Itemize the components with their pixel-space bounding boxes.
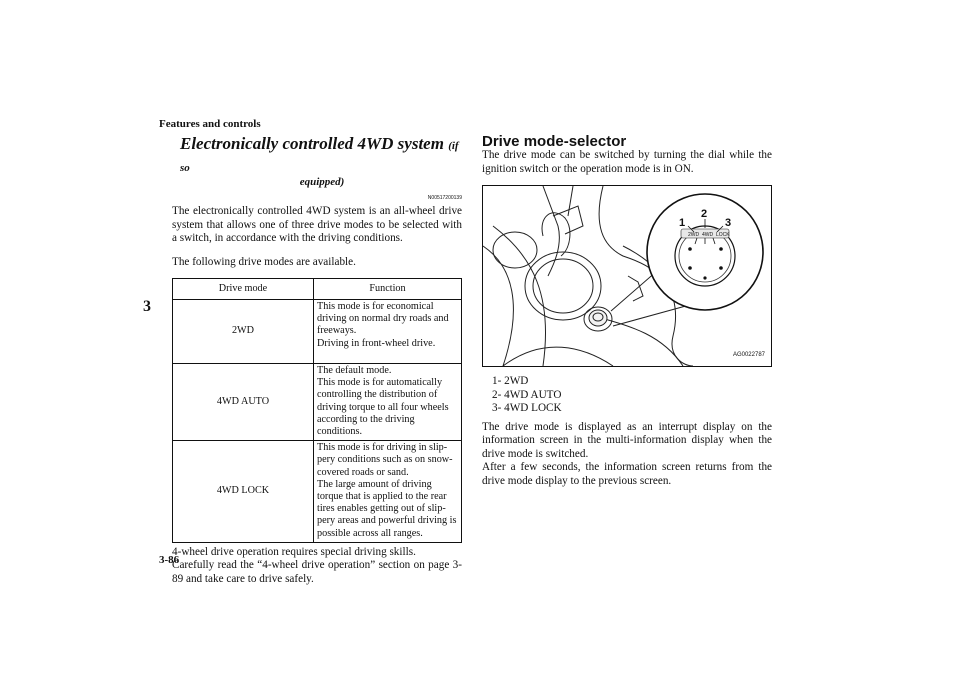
dial-label: 2WD xyxy=(688,232,700,238)
table-row xyxy=(173,300,462,364)
subsection-title-text: Drive mode-selector xyxy=(482,133,627,150)
callout-2: 2 xyxy=(701,208,708,220)
figure-legend xyxy=(492,375,772,416)
title-suffix-line2: equipped) xyxy=(299,176,345,188)
dial-label: 4WD xyxy=(702,232,714,238)
console-illustration xyxy=(483,186,771,366)
section-title xyxy=(180,134,462,178)
dial-label: LOCK xyxy=(716,232,730,238)
title-suffix: (if so xyxy=(180,140,459,174)
document-code: N00517200139 xyxy=(427,194,462,201)
display-paragraph: The drive mode is displayed as an interrupt display on the information screen in the multi-information display when the drive mode is switched. xyxy=(482,420,772,460)
drive-mode-table xyxy=(172,278,462,543)
mode-cell: 2WD xyxy=(173,300,314,364)
right-column xyxy=(482,134,772,488)
function-line: This mode is for automatically controlling the distribution of driving torque to all four wheels according to the driving conditions. xyxy=(317,377,449,438)
legend-item: 2- 4WD AUTO xyxy=(492,388,562,401)
function-line: Driving in front-wheel drive. xyxy=(317,337,436,349)
legend-item: 1- 2WD xyxy=(492,375,529,387)
left-column xyxy=(172,134,462,586)
title-main: Electronically controlled 4WD system xyxy=(180,134,444,153)
callout-1: 1 xyxy=(679,217,686,229)
display-paragraph: After a few seconds, the information screen returns from the drive mode display to the previous screen. xyxy=(482,461,772,487)
legend-item: 3- 4WD LOCK xyxy=(492,402,562,414)
drive-mode-selector-figure xyxy=(482,185,772,367)
page-number: 3-86 xyxy=(159,554,180,566)
section-header: Features and controls xyxy=(159,118,261,130)
figure-code: AG0022787 xyxy=(732,351,765,358)
function-line: The large amount of driving torque that is applied to the rear tires enables getting out of slip-pery areas and powerful driving is possible across all ranges. xyxy=(317,478,457,539)
callout-3: 3 xyxy=(725,217,732,229)
mode-cell: 4WD LOCK xyxy=(173,441,314,543)
selector-intro: The drive mode can be switched by turning the dial while the ignition switch or the operation mode is in ON. xyxy=(482,149,772,175)
function-line: This mode is for economical driving on normal dry roads and freeways. xyxy=(317,301,449,337)
function-line: The default mode. xyxy=(317,365,392,376)
table-row xyxy=(173,441,462,543)
column-header-function: Function xyxy=(314,279,462,300)
note-paragraph: 4-wheel drive operation requires special driving skills. xyxy=(172,545,416,558)
intro-paragraph: The electronically controlled 4WD system is an all-wheel drive system that allows one of three drive modes to be selected with a switch, in accordance with the driving conditions. xyxy=(172,205,462,244)
subsection-title xyxy=(482,134,772,150)
table-row xyxy=(173,364,462,441)
function-cell xyxy=(314,300,462,364)
dial-magnifier xyxy=(647,194,763,310)
note-paragraph: Carefully read the “4-wheel drive operation” section on page 3-89 and take care to drive safely. xyxy=(172,559,462,585)
column-header-mode: Drive mode xyxy=(173,279,314,300)
modes-intro: The following drive modes are available. xyxy=(172,255,356,268)
mode-cell: 4WD AUTO xyxy=(173,364,314,441)
function-cell xyxy=(314,364,462,441)
chapter-number: 3 xyxy=(143,298,151,315)
table-header-row xyxy=(173,279,462,300)
function-line: This mode is for driving in slip-pery conditions such as on snow-covered roads or sand. xyxy=(317,442,453,478)
function-cell xyxy=(314,441,462,543)
